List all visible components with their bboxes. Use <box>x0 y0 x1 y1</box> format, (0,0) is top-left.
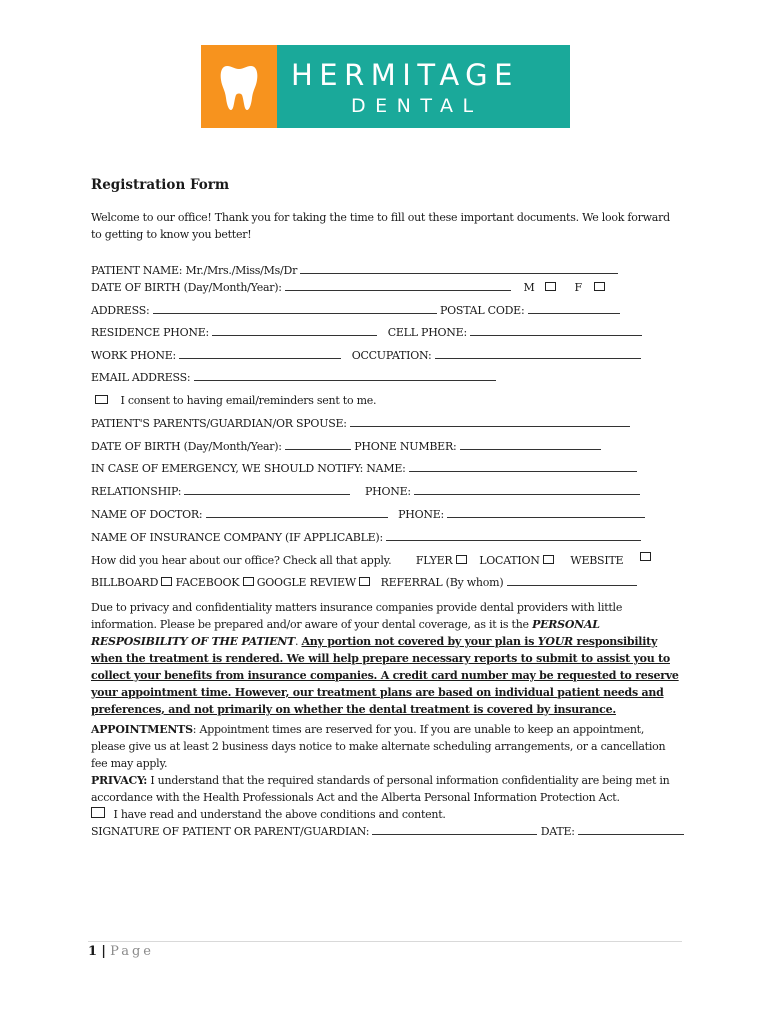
residence-phone-label: RESIDENCE PHONE: <box>91 326 209 339</box>
consent-checkbox[interactable] <box>95 395 108 404</box>
doctor-phone-input[interactable] <box>447 507 645 518</box>
signature-row <box>91 824 684 840</box>
google-review-label: GOOGLE REVIEW <box>256 576 356 589</box>
emergency-phone-input[interactable] <box>414 484 640 495</box>
parents-label: PATIENT'S PARENTS/GUARDIAN/OR SPOUSE: <box>91 417 347 430</box>
phone-number-label: PHONE NUMBER: <box>354 440 457 453</box>
cell-phone-input[interactable] <box>470 325 642 336</box>
dob2-input[interactable] <box>285 439 351 450</box>
patient-name-label: PATIENT NAME: Mr./Mrs./Miss/Ms/Dr <box>91 264 298 277</box>
date-input[interactable] <box>578 824 684 835</box>
emergency-label: IN CASE OF EMERGENCY, WE SHOULD NOTIFY: NAME: <box>91 462 406 475</box>
appointments-paragraph <box>91 721 681 772</box>
hermitage-dental-logo <box>201 45 570 128</box>
coverage-text-a: Any portion not covered by your plan is <box>301 635 538 648</box>
logo-word-dental: DENTAL <box>351 95 483 117</box>
occupation-label: OCCUPATION: <box>351 349 432 362</box>
postal-label: POSTAL CODE: <box>439 304 525 317</box>
appointments-label: APPOINTMENTS <box>91 723 193 736</box>
insurance-input[interactable] <box>386 530 641 541</box>
dob-row <box>91 280 605 296</box>
ack-row <box>91 807 446 823</box>
work-phone-input[interactable] <box>179 348 341 359</box>
page-footer <box>88 944 154 959</box>
insurance-paragraph-sep: . <box>294 635 302 648</box>
emergency-name-input[interactable] <box>409 461 637 472</box>
insurance-row <box>91 530 641 546</box>
source-row <box>91 575 637 591</box>
page-separator: | <box>101 944 106 959</box>
page-label: Page <box>110 944 154 959</box>
hear-label: How did you hear about our office? Check all that apply. <box>91 554 392 567</box>
doctor-input[interactable] <box>206 507 388 518</box>
appointments-text: : Appointment times are reserved for you. If you are unable to keep an appointment, please give us at least 2 business days notice to make alternate scheduling arrangements, or a cancellation fee may apply. <box>91 723 666 770</box>
flyer-label: FLYER <box>415 554 453 567</box>
relationship-row <box>91 484 640 500</box>
flyer-checkbox[interactable] <box>456 555 467 564</box>
cell-phone-label: CELL PHONE: <box>387 326 467 339</box>
female-checkbox[interactable] <box>594 282 605 291</box>
relationship-label: RELATIONSHIP: <box>91 485 182 498</box>
relationship-input[interactable] <box>184 484 350 495</box>
tooth-icon <box>201 45 277 128</box>
male-checkbox[interactable] <box>545 282 556 291</box>
emergency-phone-label: PHONE: <box>364 485 411 498</box>
email-input[interactable] <box>194 370 496 381</box>
logo-text-panel <box>277 45 570 128</box>
logo-word-hermitage: HERMITAGE <box>291 58 519 92</box>
doctor-row <box>91 507 645 523</box>
page-number: 1 <box>88 944 98 959</box>
billboard-label: BILLBOARD <box>91 576 159 589</box>
dob2-label: DATE OF BIRTH (Day/Month/Year): <box>91 440 282 453</box>
address-row <box>91 303 620 319</box>
insurance-label: NAME OF INSURANCE COMPANY (IF APPLICABLE): <box>91 531 383 544</box>
form-title: Registration Form <box>91 177 230 193</box>
ack-label: I have read and understand the above conditions and content. <box>113 808 446 821</box>
hear-row <box>91 552 651 568</box>
billboard-checkbox[interactable] <box>161 577 172 586</box>
parents-row <box>91 416 630 432</box>
address-input[interactable] <box>153 303 437 314</box>
coverage-text-b: responsibility when the treatment is rendered. We will help prepare necessary reports to submit to assist you to collect your benefits from insurance companies. A credit card number may be requested to reserve your appointment time. However, our treatment plans are based on individual patient needs and preferences, and not primarily on whether the dental treatment is covered by insurance. <box>91 635 679 716</box>
website-label: WEBSITE <box>570 554 624 567</box>
signature-input[interactable] <box>372 824 537 835</box>
email-row <box>91 370 496 386</box>
email-label: EMAIL ADDRESS: <box>91 371 191 384</box>
footer-divider <box>88 941 682 942</box>
website-checkbox[interactable] <box>640 552 651 561</box>
coverage-text-your: YOUR <box>537 635 573 648</box>
referral-label: REFERRAL (By whom) <box>380 576 504 589</box>
intro-paragraph: Welcome to our office! Thank you for taking the time to fill out these important documents. We look forward to getting to know you better! <box>91 211 670 241</box>
location-label: LOCATION <box>479 554 540 567</box>
consent-label: I consent to having email/reminders sent to me. <box>120 394 377 407</box>
consent-row <box>95 393 376 409</box>
personal-responsibility-text: PERSONAL RESPOSIBILITY OF THE PATIENT <box>91 618 600 648</box>
referral-input[interactable] <box>507 575 637 586</box>
address-label: ADDRESS: <box>91 304 150 317</box>
patient-name-row <box>91 263 618 279</box>
patient-name-input[interactable] <box>300 263 618 274</box>
privacy-paragraph <box>91 772 681 806</box>
doctor-phone-label: PHONE: <box>398 508 444 521</box>
emergency-row <box>91 461 637 477</box>
ack-checkbox[interactable] <box>91 807 105 818</box>
privacy-text: I understand that the required standards of personal information confidentiality are being met in accordance with the Health Professionals Act and the Alberta Personal Information Protection Act. <box>91 774 670 804</box>
phone-number-input[interactable] <box>460 439 601 450</box>
phone-row <box>91 325 642 341</box>
privacy-label: PRIVACY: <box>91 774 148 787</box>
facebook-checkbox[interactable] <box>243 577 254 586</box>
dob-input[interactable] <box>285 280 511 291</box>
facebook-label: FACEBOOK <box>175 576 240 589</box>
insurance-paragraph-text: Due to privacy and confidentiality matters insurance companies provide dental providers with little information. Please be prepared and/or aware of your dental coverage, as it is the <box>91 601 623 631</box>
work-row <box>91 348 641 364</box>
postal-input[interactable] <box>528 303 620 314</box>
dob-label: DATE OF BIRTH (Day/Month/Year): <box>91 281 282 294</box>
insurance-paragraph <box>91 599 681 718</box>
doctor-label: NAME OF DOCTOR: <box>91 508 203 521</box>
occupation-input[interactable] <box>435 348 641 359</box>
work-phone-label: WORK PHONE: <box>91 349 176 362</box>
male-label: M <box>523 281 535 294</box>
residence-phone-input[interactable] <box>212 325 377 336</box>
date-label: DATE: <box>540 825 575 838</box>
dob2-row <box>91 439 601 455</box>
google-review-checkbox[interactable] <box>359 577 370 586</box>
location-checkbox[interactable] <box>543 555 554 564</box>
parents-input[interactable] <box>350 416 630 427</box>
signature-label: SIGNATURE OF PATIENT OR PARENT/GUARDIAN: <box>91 825 370 838</box>
female-label: F <box>574 281 582 294</box>
